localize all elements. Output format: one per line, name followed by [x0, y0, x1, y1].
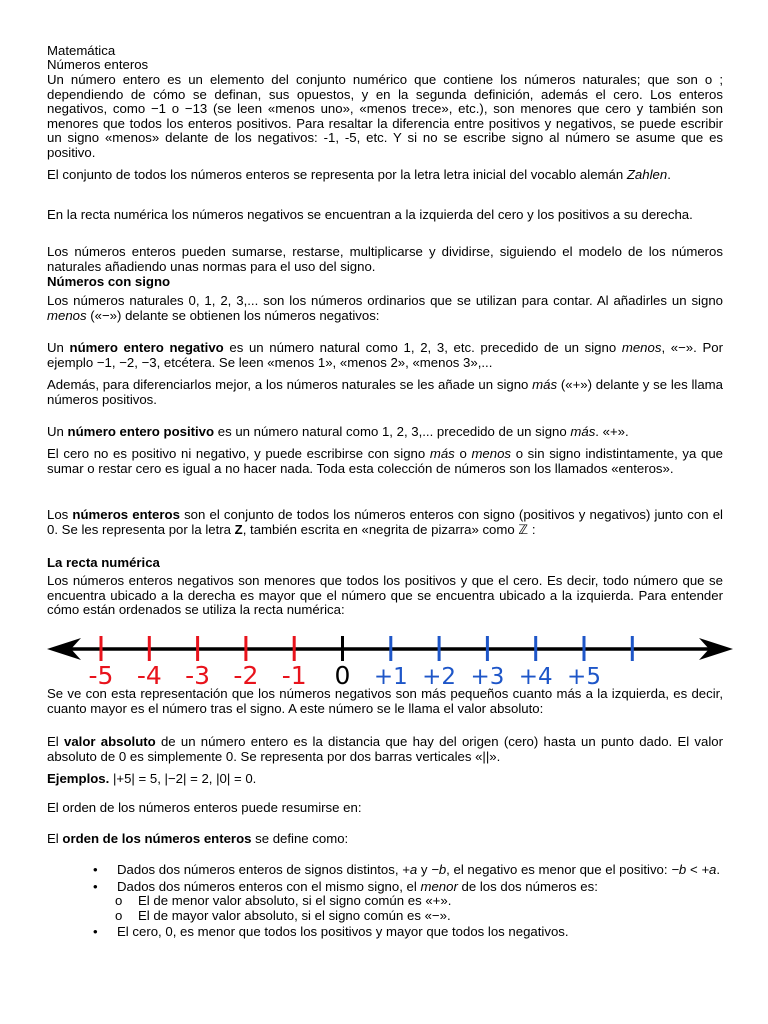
list-item: • Dados dos números enteros con el mismo signo, el menor de los dos números es: o El de menor valor absoluto, si el signo común es «+». o El de mayor valor absoluto, si el signo común es «−».	[47, 880, 723, 924]
tick-label: -5	[88, 661, 114, 686]
tick-label: +5	[567, 664, 601, 686]
signed-paragraph-1: Los números naturales 0, 1, 2, 3,... son los números ordinarios que se utilizan para contar. Al añadirles un signo menos («−») delante se obtienen los números negativos:	[47, 293, 723, 323]
topic-title: Números enteros	[47, 57, 149, 72]
numberline-paragraph-1: Los números enteros negativos son menores que todos los positivos y que el cero. Es decir, todo número que se encuentra ubicado a la derecha es mayor que el número que se encuentra ubicado a la izquierda. Para entender cómo están ordenados se utiliza la recta numérica:	[47, 573, 723, 618]
intro-paragraph-4: Los números enteros pueden sumarse, restarse, multiplicarse y dividirse, siguiendo el modelo de los números naturales añadiendo unas normas para el uso del signo.	[47, 244, 723, 274]
list-item: • El cero, 0, es menor que todos los positivos y mayor que todos los negativos.	[93, 924, 569, 940]
intro-paragraph-3: En la recta numérica los números negativos se encuentran a la izquierda del cero y los positivos a su derecha.	[47, 207, 693, 222]
tick-label: -2	[233, 661, 259, 686]
tick-label: 0	[334, 661, 351, 686]
sub-list	[117, 894, 723, 923]
signed-paragraph-2: Un número entero negativo es un número natural como 1, 2, 3, etc. precedido de un signo menos, «−». Por ejemplo −1, −2, −3, etcétera. Se leen «menos 1», «menos 2», «menos 3»,...	[47, 340, 723, 370]
tick-label: -4	[136, 661, 162, 686]
sub-list-item: o El de mayor valor absoluto, si el signo común es «−».	[115, 907, 451, 923]
tick-label: -3	[185, 661, 211, 686]
order-paragraph-2: El orden de los números enteros se define como:	[47, 831, 349, 846]
bullet-icon: •	[93, 878, 98, 894]
number-line-figure	[45, 626, 735, 686]
section-heading-numberline: La recta numérica	[47, 555, 160, 570]
circle-bullet-icon: o	[115, 907, 123, 923]
subject-title: Matemática	[47, 43, 116, 58]
order-rules-list	[47, 863, 723, 942]
list-item: • Dados dos números enteros de signos distintos, +a y −b, el negativo es menor que el positivo: −b < +a.	[93, 862, 721, 877]
section-heading-signed: Números con signo	[47, 274, 171, 289]
tick-label: +3	[470, 664, 505, 686]
circle-bullet-icon: o	[115, 893, 123, 909]
tick-label: +4	[518, 664, 553, 686]
tick-label: +2	[422, 664, 457, 686]
examples-line: Ejemplos. |+5| = 5, |−2| = 2, |0| = 0.	[47, 771, 257, 786]
order-paragraph-1: El orden de los números enteros puede resumirse en:	[47, 800, 362, 815]
absolute-paragraph: El valor absoluto de un número entero es la distancia que hay del origen (cero) hasta un punto dado. El valor absoluto de 0 es simplemente 0. Se representa por dos barras verticales «||».	[47, 734, 723, 764]
bullet-icon: •	[93, 924, 98, 940]
signed-paragraph-5: El cero no es positivo ni negativo, y puede escribirse con signo más o menos o sin signo indistintamente, ya que sumar o restar cero es igual a no hacer nada. Toda esta colección de números son los llamados «enteros».	[47, 446, 723, 476]
signed-paragraph-3: Además, para diferenciarlos mejor, a los números naturales se les añade un signo más («+») delante y se les llama números positivos.	[47, 377, 723, 407]
bullet-icon: •	[93, 862, 98, 877]
signed-paragraph-4: Un número entero positivo es un número natural como 1, 2, 3,... precedido de un signo más. «+».	[47, 424, 629, 439]
numberline-paragraph-2: Se ve con esta representación que los números negativos son más pequeños cuanto más a la izquierda, es decir, cuanto mayor es el número tras el signo. A este número se le llama el valor absoluto:	[47, 686, 723, 716]
sub-list-item: o El de menor valor absoluto, si el signo común es «+».	[115, 893, 452, 909]
signed-paragraph-6: Los números enteros son el conjunto de todos los números enteros con signo (positivos y negativos) junto con el 0. Se les representa por la letra Z, también escrita en «negrita de pizarra» como ℤ :	[47, 507, 723, 537]
intro-paragraph-2: El conjunto de todos los números enteros se representa por la letra letra inicial del vocablo alemán Zahlen.	[47, 167, 671, 182]
tick-label: -1	[281, 661, 307, 686]
tick-label: +1	[373, 664, 408, 686]
intro-paragraph-1: Un número entero es un elemento del conjunto numérico que contiene los números naturales; que son o ; dependiendo de cómo se definan, sus opuestos, y en la segunda definición, además el cero. Los enteros negativos, como −1 o −13 (se leen «menos uno», «menos trece», etc.), son menores que cero y también son menores que todos los enteros positivos. Para resaltar la diferencia entre positivos y negativos, se puede escribir un signo «menos» delante de los negativos: -1, -5, etc. Y si no se escribe signo al número se asume que es positivo.	[47, 72, 723, 160]
